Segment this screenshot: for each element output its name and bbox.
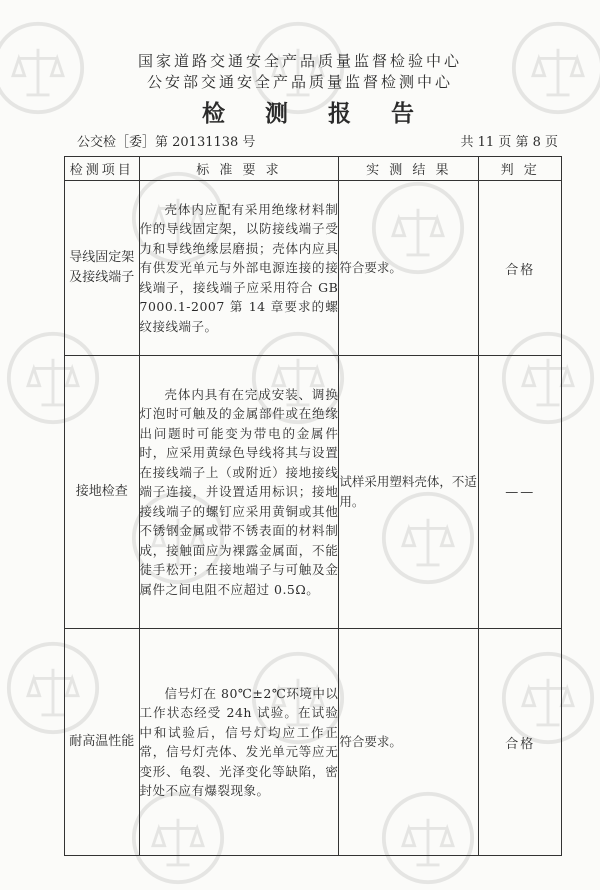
test-item-cell: 导线固定架及接线端子 — [65, 181, 140, 356]
column-header-result: 实 测 结 果 — [339, 157, 479, 181]
column-header-item: 检测项目 — [65, 157, 140, 181]
column-header-requirement: 标 准 要 求 — [139, 157, 339, 181]
table-header-row — [65, 157, 562, 181]
test-item-cell: 接地检查 — [65, 356, 140, 629]
result-cell: 符合要求。 — [339, 181, 479, 356]
requirement-cell: 壳体内具有在完成安装、调换灯泡时可触及的金属部件或在绝缘出问题时可能变为带电的金属件时，应采用黄绿色导线将其与设置在接线端子上（或附近）接地接线端子连接，并设置适用标识；接地接线端子的螺钉应采用黄铜或其他不锈钢金属或带不锈表面的材料制成，接触面应为裸露金属面，不能徒手松开；在接地端子与可触及金属件之间电阻不应超过 0.5Ω。 — [139, 356, 339, 629]
table-row — [65, 181, 562, 356]
report-title: 检 测 报 告 — [201, 100, 431, 127]
requirement-cell: 信号灯在 80℃±2℃环境中以工作状态经受 24h 试验。在试验中和试验后，信号灯均应工作正常，信号灯壳体、发光单元等应无变形、龟裂、光泽变化等缺陷，密封处不应有爆裂现象。 — [139, 629, 339, 856]
report-number: 公交检［委］第 20131138 号 — [77, 135, 256, 150]
judgement-cell: 合格 — [479, 629, 562, 856]
judgement-cell: —— — [479, 356, 562, 629]
result-cell: 试样采用塑料壳体，不适用。 — [339, 356, 479, 629]
judgement-cell: 合格 — [479, 181, 562, 356]
page-info: 共 11 页 第 8 页 — [460, 135, 558, 150]
table-row — [65, 356, 562, 629]
org-name-line-1: 国家道路交通安全产品质量监督检验中心 — [137, 52, 462, 70]
inspection-table — [64, 156, 562, 856]
org-name-line-2: 公安部交通安全产品质量监督检测中心 — [146, 73, 453, 91]
result-cell: 符合要求。 — [339, 629, 479, 856]
requirement-cell: 壳体内应配有采用绝缘材料制作的导线固定架，以防接线端子受力和导线绝缘层磨损；壳体内应具有供发光单元与外部电源连接的接线端子，接线端子应采用符合 GB 7000.1-2007 第 14 章要求的螺纹接线端子。 — [139, 181, 339, 356]
test-item-cell: 耐高温性能 — [65, 629, 140, 856]
table-row — [65, 629, 562, 856]
column-header-judgement: 判 定 — [479, 157, 562, 181]
